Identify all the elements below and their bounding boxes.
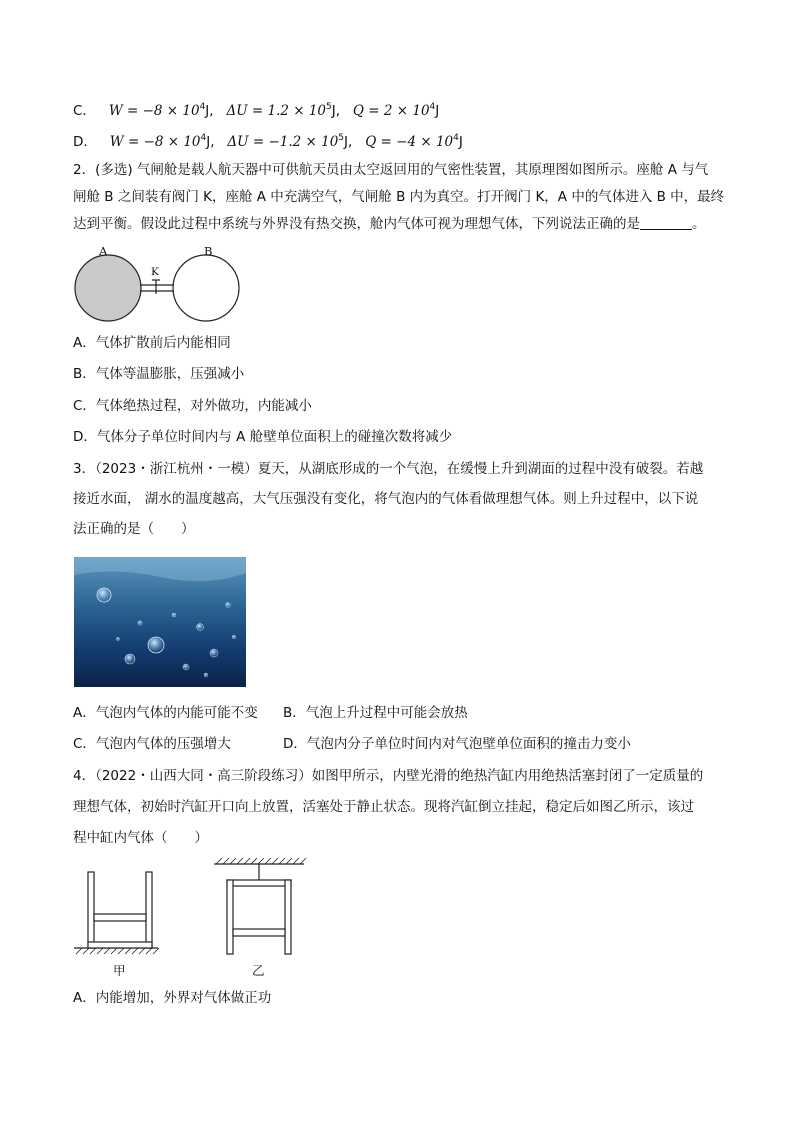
q1-option-c[interactable]: [73, 101, 439, 121]
cylinder-wall-right: [146, 872, 152, 948]
piston: [233, 929, 285, 936]
unit: J,: [206, 134, 215, 150]
airlock-b-sphere: [173, 255, 239, 321]
cylinder-jia: [74, 872, 159, 954]
label-b: B: [204, 244, 213, 258]
exponent: 4: [453, 133, 459, 143]
bubble: [97, 588, 111, 602]
cylinder-wall-left: [88, 872, 94, 948]
label-jia: 甲: [113, 963, 126, 978]
cylinder-yi: [214, 858, 306, 954]
unit: J,: [331, 103, 341, 119]
work-value: W = −8 × 10: [108, 103, 200, 119]
underwater-bubbles-image: [74, 557, 246, 687]
answer-blank[interactable]: [640, 215, 692, 230]
heat-value: Q = 2 × 10: [352, 103, 430, 119]
cylinder-base: [227, 880, 291, 886]
unit: J: [435, 103, 440, 119]
q3-stem-line-3: 法正确的是（ ）: [73, 521, 195, 537]
bubble: [148, 637, 164, 653]
q3-option-d[interactable]: D．气泡内分子单位时间内对气泡壁单位面积的撞击力变小: [283, 736, 631, 752]
cylinder-wall-left: [227, 880, 233, 954]
q4-stem-line-1: 4．（2022・山西大同・高三阶段练习）如图甲所示，内壁光滑的绝热汽缸内用绝热活塞封闭了一定质量的: [73, 768, 704, 784]
bubble: [232, 635, 236, 639]
q2-option-a[interactable]: A．气体扩散前后内能相同: [73, 335, 231, 351]
q4-stem-line-3: 程中缸内气体（ ）: [73, 830, 208, 846]
q1-option-d[interactable]: [73, 132, 463, 152]
bubble: [125, 654, 135, 664]
ground-hatch: [76, 948, 159, 954]
cabin-a-sphere: [75, 255, 141, 321]
exponent: 5: [338, 133, 345, 143]
heat-value: Q = −4 × 10: [365, 134, 454, 150]
unit: J,: [344, 134, 353, 150]
exponent: 4: [199, 102, 206, 112]
q2-stem-end: 。: [692, 216, 706, 232]
bubble: [138, 621, 142, 625]
q3-option-b[interactable]: B．气泡上升过程中可能会放热: [283, 705, 468, 721]
q3-option-a[interactable]: A．气泡内气体的内能可能不变: [73, 705, 258, 721]
q3-stem-line-2: 接近水面， 湖水的温度越高，大气压强没有变化，将气泡内的气体看做理想气体。则上升过程中，以下说: [73, 491, 699, 507]
bubble: [210, 649, 218, 657]
ceiling-hatch: [216, 858, 306, 864]
exponent: 4: [200, 133, 207, 143]
q2-stem-text: 达到平衡。假设此过程中系统与外界没有热交换，舱内气体可视为理想气体，下列说法正确的是: [73, 216, 640, 232]
q3-stem-line-1: 3．（2023・浙江杭州・一模）夏天，从湖底形成的一个气泡，在缓慢上升到湖面的过程中没有破裂。若越: [73, 461, 704, 477]
q2-option-c[interactable]: C．气体绝热过程，对外做功，内能减小: [73, 398, 312, 414]
unit: J: [458, 134, 463, 150]
exponent: 5: [326, 102, 332, 112]
option-label: C．: [73, 103, 96, 119]
airlock-diagram: [70, 240, 250, 326]
q2-stem-line-2: 闸舱 B 之间装有阀门 K，座舱 A 中充满空气，气闸舱 B 内为真空。打开阀门 K，A 中的气体进入 B 中，最终: [73, 189, 725, 205]
bubble: [183, 664, 189, 670]
q4-stem-line-2: 理想气体，初始时汽缸开口向上放置，活塞处于静止状态。现将汽缸倒立挂起，稳定后如图乙所示，该过: [73, 799, 694, 815]
q4-option-a[interactable]: A．内能增加，外界对气体做正功: [73, 990, 272, 1006]
q3-option-c[interactable]: C．气泡内气体的压强增大: [73, 736, 231, 752]
unit: J,: [205, 103, 214, 119]
bubble: [204, 673, 208, 677]
bubble: [172, 613, 176, 617]
q2-stem-line-3: [73, 214, 706, 234]
bubble: [226, 603, 231, 608]
piston: [94, 914, 146, 921]
label-a: A: [99, 244, 108, 258]
option-label: D．: [73, 134, 97, 150]
work-value: W = −8 × 10: [109, 134, 201, 150]
internal-energy-value: ΔU = 1.2 × 10: [226, 103, 327, 119]
bubble: [197, 624, 204, 631]
internal-energy-value: ΔU = −1.2 × 10: [227, 134, 339, 150]
cylinder-base: [88, 942, 152, 948]
cylinder-wall-right: [285, 880, 291, 954]
q2-option-d[interactable]: D．气体分子单位时间内与 A 舱壁单位面积上的碰撞次数将减少: [73, 429, 453, 445]
label-yi: 乙: [252, 963, 265, 978]
bubble: [116, 637, 119, 640]
q2-stem-line-1: 2．(多选) 气闸舱是载人航天器中可供航天员由太空返回用的气密性装置，其原理图如图所示。座舱 A 与气: [73, 162, 709, 178]
label-k: K: [151, 266, 159, 278]
exponent: 4: [429, 102, 436, 112]
cylinder-diagrams: [72, 858, 312, 960]
q2-option-b[interactable]: B．气体等温膨胀，压强减小: [73, 366, 245, 382]
